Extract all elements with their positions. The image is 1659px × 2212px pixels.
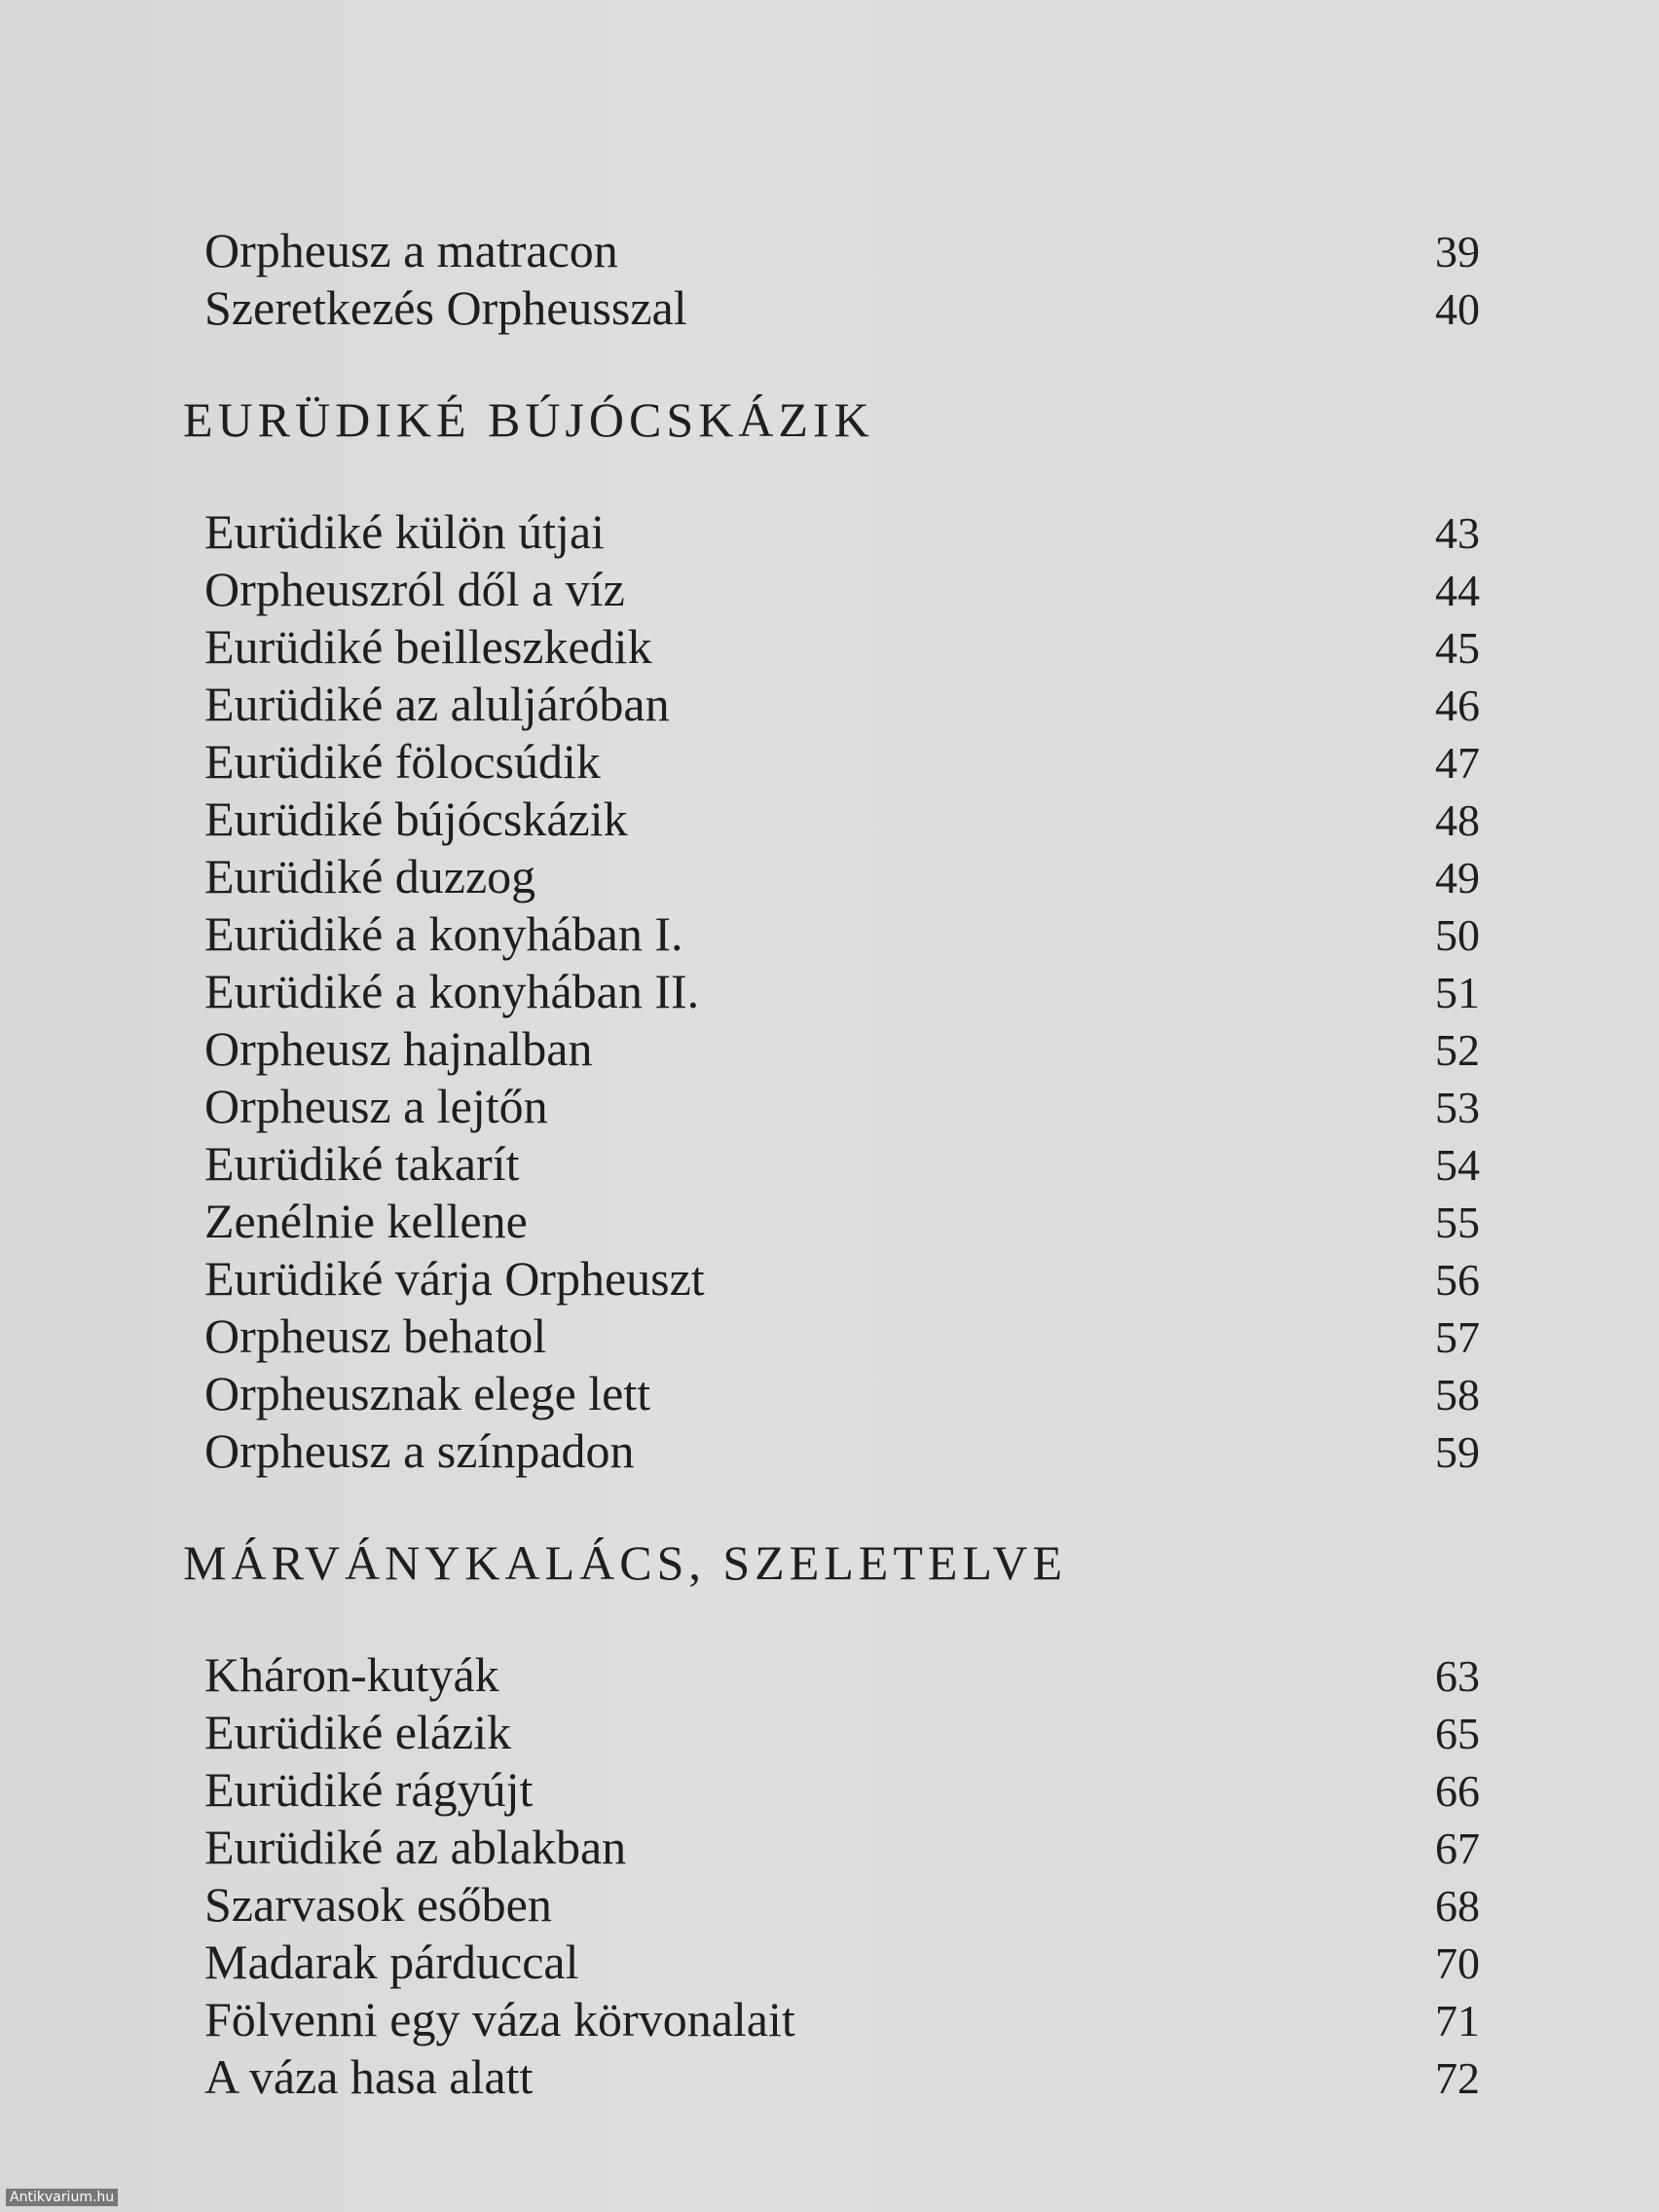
- entry-page-number: 66: [1435, 1766, 1480, 1816]
- entry-page-number: 39: [1435, 227, 1480, 276]
- entry-page-number: 59: [1435, 1427, 1480, 1477]
- entry-page-number: 72: [1435, 2053, 1480, 2103]
- toc-entry: [204, 791, 1480, 848]
- entry-title: Orpheusznak elege lett: [204, 1366, 651, 1420]
- toc-entry: [204, 618, 1480, 676]
- entry-page-number: 57: [1435, 1312, 1480, 1362]
- entry-title: Eurüdiké elázik: [204, 1705, 512, 1759]
- entry-title: Eurüdiké fölocsúdik: [204, 734, 601, 789]
- entry-title: Orpheusz hajnalban: [204, 1021, 593, 1076]
- entry-title: Madarak párduccal: [204, 1935, 579, 1989]
- toc-entry: [204, 905, 1480, 963]
- entry-page-number: 63: [1435, 1651, 1480, 1701]
- toc-section-2: [183, 1534, 1480, 2106]
- entry-title: Fölvenni egy váza körvonalait: [204, 1992, 795, 2046]
- entry-page-number: 45: [1435, 623, 1480, 673]
- toc-entry: [204, 1819, 1480, 1876]
- toc-entry: [204, 279, 1480, 337]
- toc-entry: [204, 1422, 1480, 1480]
- entry-title: Orpheusz behatol: [204, 1309, 547, 1363]
- entry-title: Eurüdiké takarít: [204, 1136, 520, 1191]
- toc-section-0: [204, 222, 1480, 337]
- entry-title: Kháron-kutyák: [204, 1647, 499, 1702]
- entry-title: Orpheusz a lejtőn: [204, 1079, 548, 1133]
- entry-page-number: 52: [1435, 1025, 1480, 1075]
- toc-entry: [204, 1991, 1480, 2048]
- entry-title: Eurüdiké rágyújt: [204, 1762, 534, 1817]
- toc-entry: [204, 1704, 1480, 1761]
- toc-entry: [204, 1876, 1480, 1934]
- entry-page-number: 58: [1435, 1370, 1480, 1419]
- entry-page-number: 55: [1435, 1198, 1480, 1247]
- toc-entry: [204, 561, 1480, 618]
- site-watermark: Antikvarium.hu: [6, 2189, 118, 2206]
- toc-entry: [204, 1646, 1480, 1704]
- entry-page-number: 49: [1435, 853, 1480, 903]
- entry-page-number: 47: [1435, 738, 1480, 788]
- entry-page-number: 56: [1435, 1255, 1480, 1305]
- entry-page-number: 50: [1435, 910, 1480, 960]
- toc-entry: [204, 1193, 1480, 1250]
- section-heading: EURÜDIKÉ BÚJÓCSKÁZIK: [183, 392, 874, 447]
- toc-entry: [204, 676, 1480, 733]
- entry-page-number: 65: [1435, 1709, 1480, 1758]
- entry-page-number: 70: [1435, 1938, 1480, 1988]
- toc-entry: [204, 1020, 1480, 1078]
- toc-entry: [204, 222, 1480, 279]
- entry-title: Eurüdiké az ablakban: [204, 1820, 627, 1874]
- table-of-contents: [183, 222, 1480, 2106]
- entry-title: Orpheuszról dől a víz: [204, 562, 625, 616]
- entry-page-number: 46: [1435, 681, 1480, 730]
- entry-title: Eurüdiké várja Orpheuszt: [204, 1251, 705, 1306]
- toc-entry: [204, 1934, 1480, 1991]
- entry-title: Eurüdiké bújócskázik: [204, 792, 628, 846]
- toc-entry: [204, 963, 1480, 1020]
- entry-title: Eurüdiké a konyhában II.: [204, 964, 700, 1018]
- entry-title: Eurüdiké a konyhában I.: [204, 906, 683, 961]
- toc-entry: [204, 1078, 1480, 1135]
- toc-entry: [204, 1135, 1480, 1193]
- entry-page-number: 54: [1435, 1140, 1480, 1190]
- entry-title: Eurüdiké az aluljáróban: [204, 677, 670, 731]
- entry-page-number: 67: [1435, 1824, 1480, 1873]
- entry-title: Orpheusz a színpadon: [204, 1423, 635, 1478]
- entry-page-number: 53: [1435, 1083, 1480, 1132]
- entry-page-number: 44: [1435, 566, 1480, 615]
- entry-title: A váza hasa alatt: [204, 2049, 534, 2104]
- entry-title: Szeretkezés Orpheusszal: [204, 280, 687, 335]
- toc-entry: [204, 733, 1480, 791]
- entry-page-number: 40: [1435, 284, 1480, 334]
- entry-page-number: 43: [1435, 508, 1480, 558]
- entry-page-number: 68: [1435, 1881, 1480, 1931]
- entry-title: Eurüdiké külön útjai: [204, 504, 606, 559]
- toc-entry: [204, 503, 1480, 561]
- entry-title: Eurüdiké beilleszkedik: [204, 619, 652, 674]
- entry-title: Szarvasok esőben: [204, 1877, 552, 1932]
- entry-title: Orpheusz a matracon: [204, 223, 618, 277]
- toc-entry: [204, 1250, 1480, 1308]
- toc-entry: [204, 1308, 1480, 1365]
- entry-page-number: 71: [1435, 1996, 1480, 2046]
- entry-title: Zenélnie kellene: [204, 1194, 528, 1248]
- section-heading: MÁRVÁNYKALÁCS, SZELETELVE: [183, 1535, 1068, 1590]
- entry-page-number: 48: [1435, 795, 1480, 845]
- toc-entry: [204, 2048, 1480, 2106]
- toc-entry: [204, 1365, 1480, 1422]
- entry-title: Eurüdiké duzzog: [204, 849, 536, 903]
- entry-page-number: 51: [1435, 968, 1480, 1017]
- toc-entry: [204, 848, 1480, 905]
- toc-entry: [204, 1761, 1480, 1819]
- toc-section-1: [183, 391, 1480, 1480]
